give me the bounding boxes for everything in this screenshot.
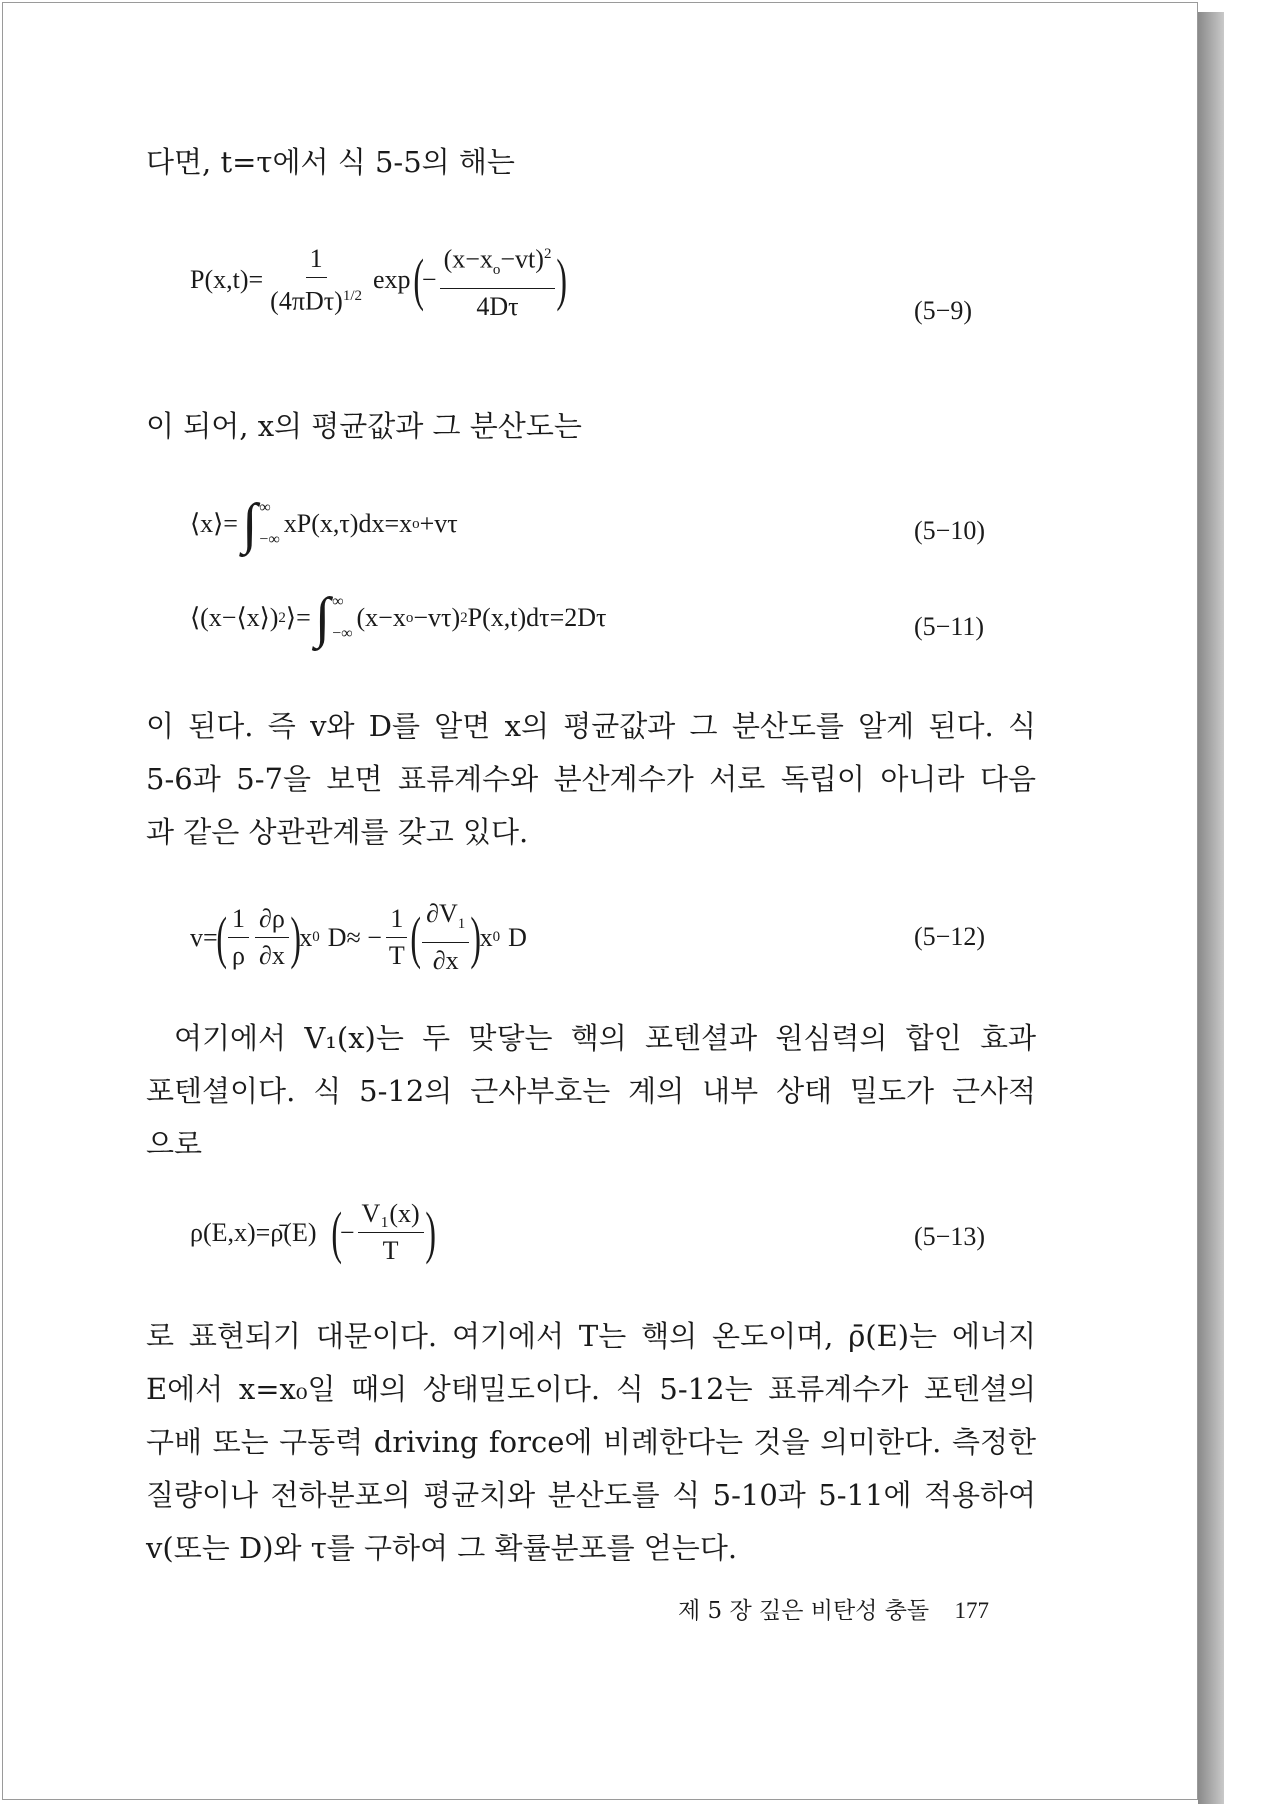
left-paren: ( (330, 1199, 342, 1265)
denominator (266, 278, 366, 318)
denominator: ρ (232, 941, 245, 971)
fraction (385, 903, 409, 972)
eq-lhs: ⟩= (285, 603, 311, 632)
text-line: 구배 또는 구동력 driving force에 비례한다는 것을 의미한다. 측정한 (146, 1425, 1036, 1459)
num-text: ∂V (426, 899, 458, 928)
superscript: 2 (460, 609, 468, 626)
numerator (440, 238, 556, 289)
paragraph-conclusion (146, 1310, 1036, 1575)
subscript: o (412, 515, 420, 532)
num-text: (x−x (443, 244, 493, 274)
subscript: o (492, 261, 501, 278)
subscript: 0 (492, 929, 501, 946)
numerator: 1 (228, 903, 249, 938)
text-line: 이 되어, x의 평균값과 그 분산도는 (146, 409, 582, 443)
equation-number: (5−11) (914, 612, 985, 641)
eq-end: D (508, 922, 527, 952)
integral-limits (332, 591, 352, 645)
equation-5-13 (190, 1198, 434, 1267)
fraction (358, 1198, 424, 1267)
den-text: (4πDτ) (270, 286, 343, 316)
equation-number: (5−10) (914, 516, 985, 545)
paragraph-intro (146, 136, 1036, 189)
left-paren: ( (410, 904, 421, 970)
x0-term: x (479, 922, 493, 952)
upper-limit: ∞ (332, 593, 344, 610)
eq-rhs: P(x,t)dτ=2Dτ (467, 603, 607, 632)
text-line: 포텐셜이다. 식 5-12의 근사부호는 계의 내부 상태 밀도가 근사적 (146, 1074, 1036, 1108)
text-line: 5-6과 5-7을 보면 표류계수와 분산계수가 서로 독립이 아니라 다음 (146, 762, 1036, 796)
equation-number: (5−13) (914, 1222, 985, 1251)
integral (315, 588, 353, 648)
page-footer (678, 1592, 989, 1625)
subscript: 1 (457, 916, 466, 933)
right-paren: ) (290, 904, 301, 970)
paragraph-mean-variance (146, 400, 1036, 453)
text-line: E에서 x=x₀일 때의 상태밀도이다. 식 5-12는 표류계수가 포텐셜의 (146, 1372, 1036, 1406)
numerator: 1 (386, 903, 407, 938)
integral-sign: ∫ (241, 493, 258, 555)
page-number: 177 (954, 1598, 989, 1623)
num-text: −vt) (500, 244, 544, 274)
fraction (228, 903, 249, 972)
x0-term: x (299, 922, 313, 952)
exp-function: exp (373, 265, 411, 295)
left-paren: ( (216, 904, 227, 970)
numerator: 1 (306, 243, 327, 278)
eq-rhs: −vτ) (413, 603, 461, 632)
fraction (266, 243, 366, 318)
eq-lhs: P(x,t)= (190, 265, 264, 295)
denominator: T (382, 1236, 399, 1265)
lower-limit: −∞ (259, 531, 280, 548)
equation-5-10 (190, 494, 458, 554)
eq-rhs: (x−x (356, 603, 406, 632)
eq-lhs: ⟨x⟩= (190, 509, 238, 538)
denominator: 4Dτ (476, 291, 519, 321)
paragraph-correlation (146, 700, 1036, 859)
equation-5-11 (190, 588, 606, 648)
eq-rhs: xP(x,τ)dx=x (283, 509, 413, 538)
denominator: T (388, 941, 405, 971)
fraction (422, 898, 469, 977)
text-line: 으로 (146, 1127, 203, 1161)
eq-lhs: ρ(E,x)=ρ̄(E) (190, 1217, 317, 1247)
superscript: 2 (278, 609, 286, 626)
equation-5-12 (190, 898, 527, 977)
text-line: 다면, t=τ에서 식 5-5의 해는 (146, 145, 515, 179)
equation-5-9 (190, 238, 566, 323)
denominator: ∂x (259, 941, 285, 971)
right-paren: ) (556, 247, 568, 313)
integral-limits (259, 497, 279, 551)
text-line: 여기에서 V₁(x)는 두 맞닿는 핵의 포텐셜과 원심력의 합인 효과 (174, 1021, 1036, 1055)
text-line: 로 표현되기 대문이다. 여기에서 T는 핵의 온도이며, ρ̄(E)는 에너지 (146, 1319, 1036, 1353)
page-edge-shadow (1198, 12, 1224, 1804)
equation-number: (5−9) (914, 296, 972, 325)
right-paren: ) (470, 904, 482, 970)
eq-lhs: v= (190, 922, 218, 952)
denominator: ∂x (432, 946, 459, 976)
superscript: 1/2 (342, 288, 363, 305)
eq-rhs: +vτ (419, 509, 458, 538)
approx-term: D≈ − (327, 922, 382, 952)
text-line: v(또는 D)와 τ를 구하여 그 확률분포를 얻는다. (146, 1531, 738, 1565)
eq-lhs: ⟨(x−⟨x⟩) (190, 603, 279, 632)
fraction (440, 238, 556, 323)
subscript: o (405, 609, 414, 626)
paragraph-effective-potential (146, 1012, 1036, 1171)
left-paren: ( (412, 247, 424, 313)
equation-number: (5−12) (914, 922, 985, 951)
subscript: 0 (312, 929, 320, 946)
minus-sign: − (339, 1217, 355, 1247)
right-paren: ) (425, 1199, 436, 1265)
numerator: ∂ρ (255, 903, 289, 938)
superscript: 2 (543, 246, 552, 262)
integral (242, 494, 280, 554)
integral-sign: ∫ (314, 587, 331, 649)
numerator (422, 898, 469, 943)
text-line: 이 된다. 즉 v와 D를 알면 x의 평균값과 그 분산도를 알게 된다. 식 (146, 709, 1036, 743)
numerator: V₁(x) (358, 1198, 424, 1233)
text-line: 과 같은 상관관계를 갖고 있다. (146, 815, 529, 849)
lower-limit: −∞ (332, 625, 353, 642)
chapter-title: 제 5 장 깊은 비탄성 충돌 (678, 1598, 930, 1624)
minus-sign: − (421, 265, 437, 295)
upper-limit: ∞ (259, 499, 271, 516)
fraction (255, 903, 289, 972)
text-line: 질량이나 전하분포의 평균치와 분산도를 식 5-10과 5-11에 적용하여 (146, 1478, 1036, 1512)
